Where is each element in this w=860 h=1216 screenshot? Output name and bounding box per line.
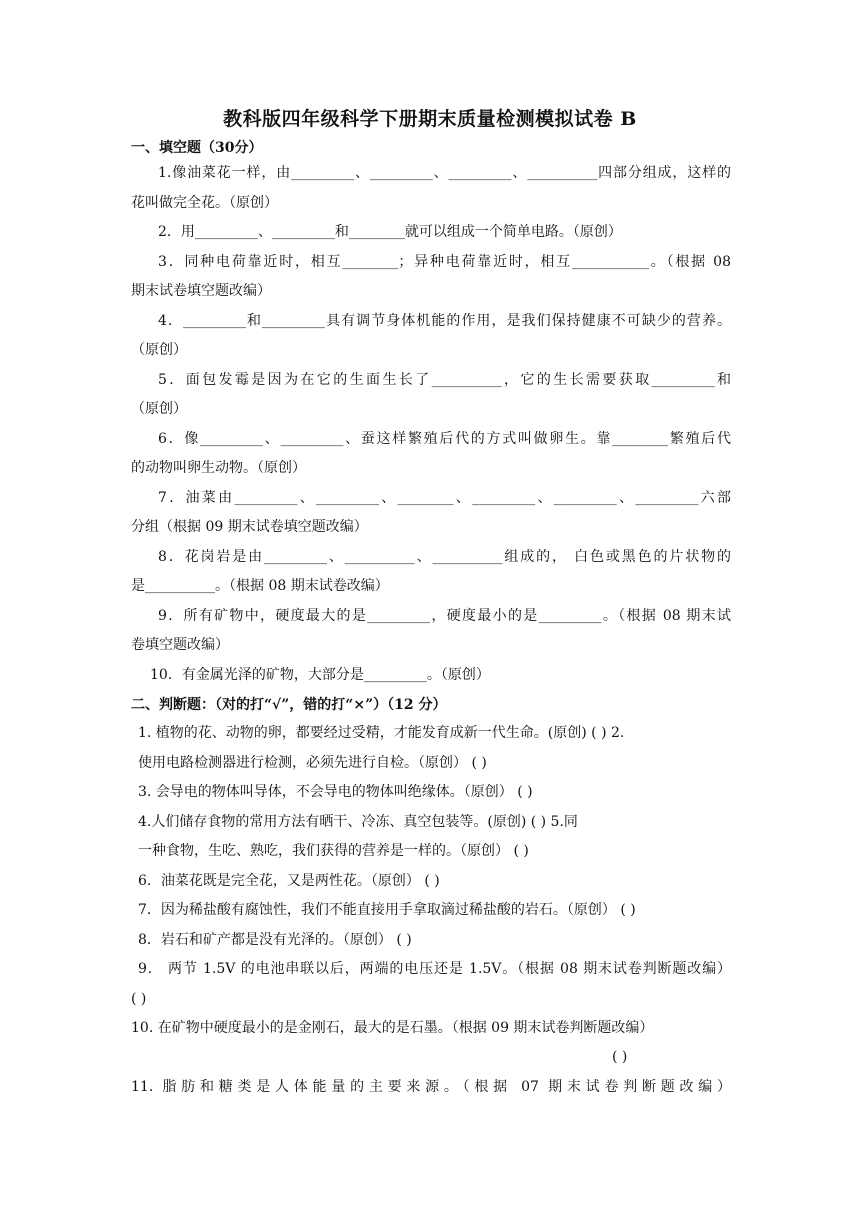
question-line: 的动物叫卵生动物。（原创） <box>131 460 306 476</box>
section-heading-fill-in: 一、填空题（30分） <box>131 140 263 156</box>
question-line: （原创） <box>131 401 187 417</box>
question-line: 10．有金属光泽的矿物，大部分是_________。（原创） <box>150 667 490 683</box>
question-line: 7．油菜由_________、_________、________、_________、_________、_________六部 <box>158 490 731 506</box>
question-line: 期末试卷填空题改编） <box>131 283 271 299</box>
question-line: 分组（根据 09 期末试卷填空题改编） <box>131 519 368 535</box>
question-line: 9．所有矿物中，硬度最大的是_________，硬度最小的是_________。（根据 08 期末试 <box>158 608 731 624</box>
question-line: 1.像油菜花一样，由_________、_________、_________、__________四部分组成，这样的 <box>158 165 731 181</box>
page-title: 教科版四年级科学下册期末质量检测模拟试卷 B <box>223 108 637 130</box>
question-line: 4.人们储存食物的常用方法有晒干、冷冻、真空包装等。(原创) ( ) 5.同 <box>138 814 578 830</box>
answer-parens: ( ) <box>131 991 147 1007</box>
question-line: 3．同种电荷靠近时，相互________；异种电荷靠近时，相互___________。（根据 08 <box>158 254 731 270</box>
question-line: 4．_________和_________具有调节身体机能的作用，是我们保持健康不可缺少的营养。 <box>158 313 731 329</box>
question-line: 5．面包发霉是因为在它的生面生长了__________，它的生长需要获取_________和 <box>158 372 731 388</box>
question-line: 11. 脂肪和糖类是人体能量的主要来源。（根据 07 期末试卷判断题改编） <box>131 1079 731 1095</box>
question-line: 6．像_________、_________、蚕这样繁殖后代的方式叫做卵生。靠________繁殖后代 <box>158 431 731 447</box>
question-line: 8．花岗岩是由_________、__________、__________组成的， 白色或黑色的片状物的 <box>158 549 731 565</box>
section-heading-true-false: 二、判断题：（对的打“√”，错的打“×”）（12 分） <box>131 697 447 713</box>
question-line: 2．用_________、_________和________就可以组成一个简单电路。（原创） <box>158 224 622 240</box>
question-line: 1. 植物的花、动物的卵，都要经过受精，才能发育成新一代生命。(原创) ( ) 2. <box>138 725 625 741</box>
question-line: 花叫做完全花。（原创） <box>131 195 278 211</box>
question-line: 9． 两节 1.5V 的电池串联以后，两端的电压还是 1.5V。（根据 08 期末试卷判断题改编） <box>138 961 731 977</box>
answer-parens: ( ) <box>612 1049 628 1065</box>
question-line: 7．因为稀盐酸有腐蚀性，我们不能直接用手拿取滴过稀盐酸的岩石。（原创） ( ) <box>138 902 636 918</box>
question-line: 6．油菜花既是完全花，又是两性花。（原创） ( ) <box>138 873 440 889</box>
question-line: 卷填空题改编） <box>131 637 229 653</box>
question-line: 使用电路检测器进行检测，必须先进行自检。（原创） ( ) <box>138 755 487 771</box>
question-line: 10. 在矿物中硬度最小的是金刚石，最大的是石墨。（根据 09 期末试卷判断题改编） <box>131 1020 654 1036</box>
question-line: 是__________。（根据 08 期末试卷改编） <box>131 578 389 594</box>
question-line: 一种食物，生吃、熟吃，我们获得的营养是一样的。（原创） ( ) <box>138 843 529 859</box>
question-line: 8．岩石和矿产都是没有光泽的。（原创） ( ) <box>138 932 412 948</box>
question-line: （原创） <box>131 342 187 358</box>
question-line: 3. 会导电的物体叫导体，不会导电的物体叫绝缘体。（原创） ( ) <box>138 784 533 800</box>
